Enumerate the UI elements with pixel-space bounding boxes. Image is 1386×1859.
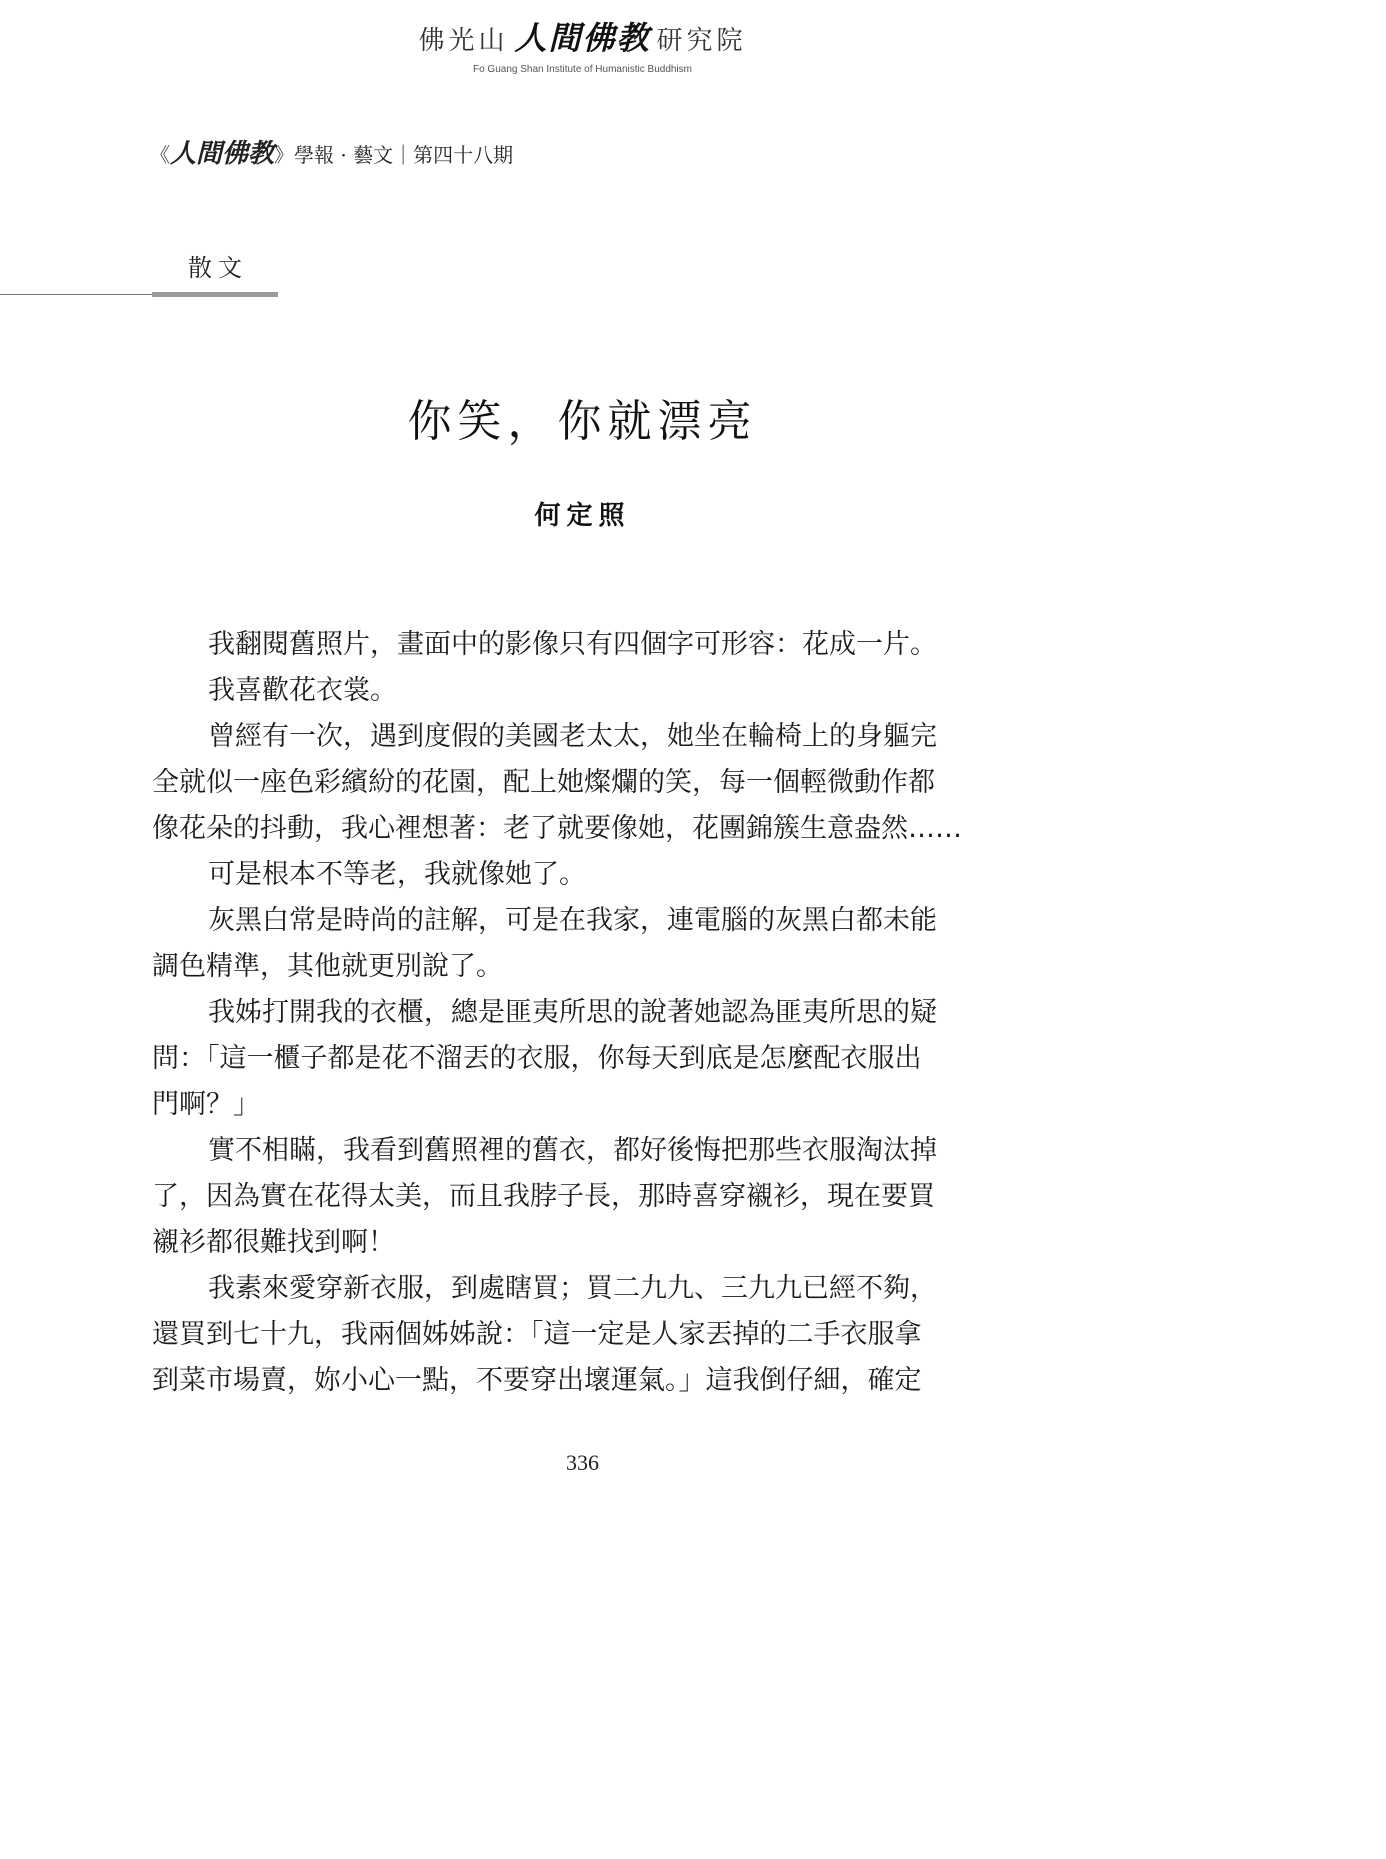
body-line: 了，因為實在花得太美，而且我脖子長，那時喜穿襯衫，現在要買 (152, 1181, 935, 1212)
body-line: 到菜市場賣，妳小心一點，不要穿出壞運氣。」這我倒仔細，確定 (152, 1365, 922, 1396)
institute-name (0, 18, 1165, 61)
body-line: 可是根本不等老，我就像她了。 (208, 859, 586, 890)
page-number: 336 (566, 1450, 599, 1475)
body-line: 我素來愛穿新衣服，到處瞎買；買二九九、三九九已經不夠， (208, 1273, 937, 1304)
institute-header (0, 18, 1165, 77)
journal-open-bracket: 《 (150, 143, 170, 167)
body-line: 全就似一座色彩繽紛的花園，配上她燦爛的笑，每一個輕微動作都 (152, 767, 935, 798)
section-divider-accent (152, 292, 278, 297)
section-label: 散文 (188, 254, 248, 282)
body-line: 我翻閱舊照片，畫面中的影像只有四個字可形容：花成一片。 (208, 629, 937, 660)
institute-suffix: 研究院 (656, 26, 747, 56)
body-line: 問：「這一櫃子都是花不溜丟的衣服，你每天到底是怎麼配衣服出 (152, 1043, 922, 1074)
institute-brand-logo: 人間佛教 (514, 19, 651, 57)
body-line: 像花朵的抖動，我心裡想著：老了就要像她，花團錦簇生意盎然…… (152, 813, 962, 844)
article-body (152, 622, 984, 1404)
institute-prefix: 佛光山 (418, 26, 509, 56)
article-title: 你笑，你就漂亮 (407, 396, 758, 447)
body-line: 灰黑白常是時尚的註解，可是在我家，連電腦的灰黑白都未能 (208, 905, 937, 936)
journal-running-header (150, 134, 513, 175)
journal-issue-info: 》學報 · 藝文｜第四十八期 (274, 143, 514, 167)
institute-english-name: Fo Guang Shan Institute of Humanistic Buddhism (472, 64, 692, 75)
body-line: 襯衫都很難找到啊！ (152, 1227, 395, 1258)
body-line: 調色精準，其他就更別說了。 (152, 951, 503, 982)
body-line: 曾經有一次，遇到度假的美國老太太，她坐在輪椅上的身軀完 (208, 721, 937, 752)
journal-brand: 人間佛教 (170, 139, 275, 169)
body-line: 還買到七十九，我兩個姊姊說：「這一定是人家丟掉的二手衣服拿 (152, 1319, 922, 1350)
body-line: 實不相瞞，我看到舊照裡的舊衣，都好後悔把那些衣服淘汰掉 (208, 1135, 937, 1166)
body-line: 我喜歡花衣裳。 (208, 675, 397, 706)
body-line: 門啊？」 (152, 1089, 260, 1120)
article-author: 何定照 (534, 501, 631, 531)
body-line: 我姊打開我的衣櫃，總是匪夷所思的說著她認為匪夷所思的疑 (208, 997, 937, 1028)
